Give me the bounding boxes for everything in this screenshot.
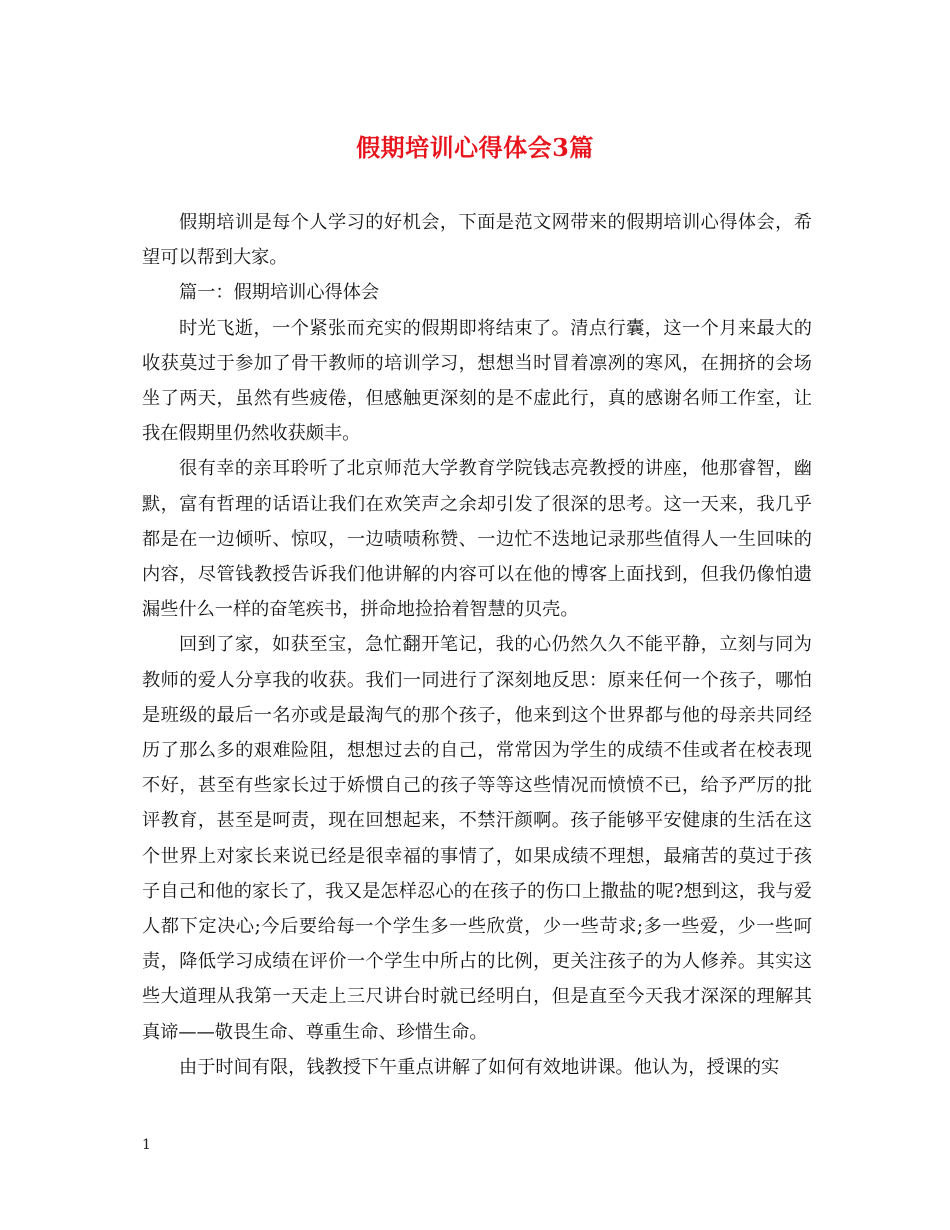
body-paragraph: 回到了家，如获至宝，急忙翻开笔记，我的心仍然久久不能平静，立刻与同为教师的爱人分享我的收获。我们一同进行了深刻地反思：原来任何一个孩子，哪怕是班级的最后一名亦或是最淘气的那个孩子，他来到这个世界都与他的母亲共同经历了那么多的艰难险阻，想想过去的自己，常常因为学生的成绩不佳或者在校表现不好，甚至有些家长过于娇惯自己的孩子等等这些情况而愤愤不已，给予严厉的批评教育，甚至是呵责，现在回想起来，不禁汗颜啊。孩子能够平安健康的生活在这个世界上对家长来说已经是很幸福的事情了，如果成绩不理想，最痛苦的莫过于孩子自己和他的家长了，我又是怎样忍心的在孩子的伤口上撒盐的呢?想到这，我与爱人都下定决心;今后要给每一个学生多一些欣赏，少一些苛求;多一些爱，少一些呵责，降低学习成绩在评价一个学生中所占的比例，更关注孩子的为人修养。其实这些大道理从我第一天走上三尺讲台时就已经明白，但是直至今天我才深深的理解其真谛——敬畏生命、尊重生命、珍惜生命。 [142, 634, 812, 1043]
section-heading: 篇一：假期培训心得体会 [179, 282, 380, 304]
body-paragraph: 很有幸的亲耳聆听了北京师范大学教育学院钱志亮教授的讲座，他那睿智，幽默，富有哲理的话语让我们在欢笑声之余却引发了很深的思考。这一天来，我几乎都是在一边倾听、惊叹，一边啧啧称赞、一边忙不迭地记录那些值得人一生回味的内容，尽管钱教授告诉我们他讲解的内容可以在他的博客上面找到，但我仍像怕遗漏些什么一样的奋笔疾书，拼命地捡拾着智慧的贝壳。 [142, 458, 812, 621]
page-number: 1 [142, 1137, 151, 1153]
intro-paragraph: 假期培训是每个人学习的好机会，下面是范文网带来的假期培训心得体会，希望可以帮到大家。 [142, 212, 812, 269]
body-paragraph: 由于时间有限，钱教授下午重点讲解了如何有效地讲课。他认为，授课的实 [179, 1056, 780, 1078]
document-title: 假期培训心得体会3篇 [356, 133, 594, 162]
document-body [142, 205, 812, 1085]
body-paragraph: 时光飞逝，一个紧张而充实的假期即将结束了。清点行囊，这一个月来最大的收获莫过于参加了骨干教师的培训学习，想想当时冒着凛冽的寒风，在拥挤的会场坐了两天，虽然有些疲倦，但感触更深刻的是不虚此行，真的感谢名师工作室，让我在假期里仍然收获颇丰。 [142, 317, 812, 445]
